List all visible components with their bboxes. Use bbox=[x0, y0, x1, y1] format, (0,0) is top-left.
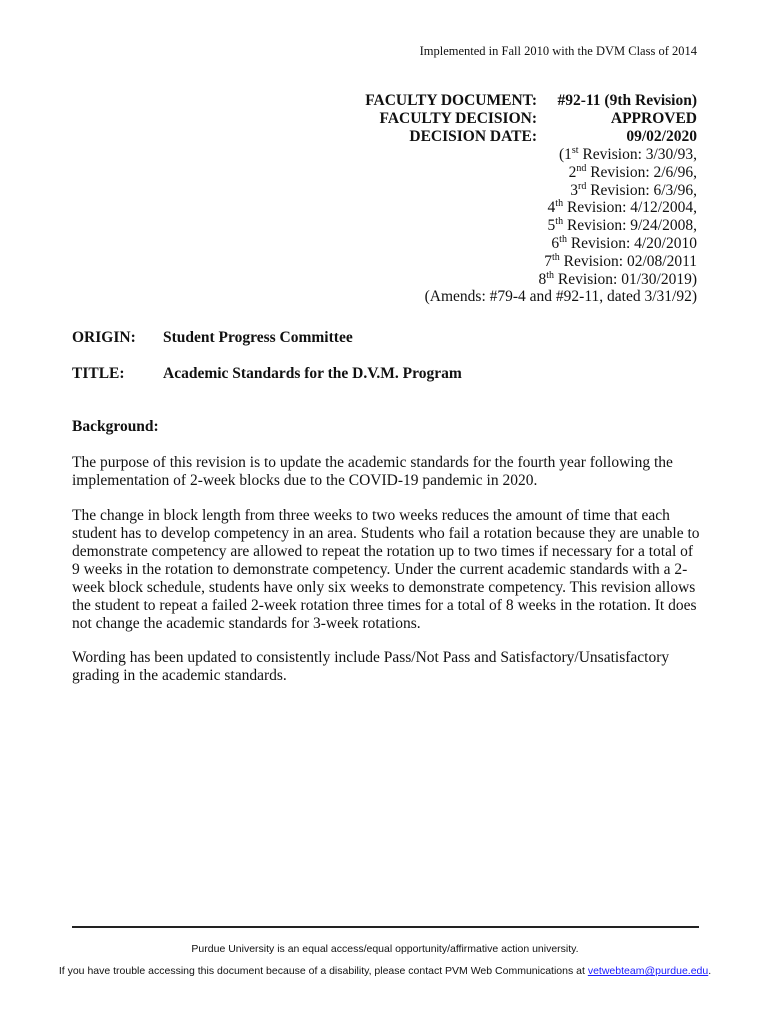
decision-date-label: DECISION DATE: bbox=[409, 128, 537, 145]
origin-label: ORIGIN: bbox=[72, 329, 136, 346]
background-paragraph-1: The purpose of this revision is to update the academic standards for the fourth year following the implementation of 2-week blocks due to the COVID-19 pandemic in 2020. bbox=[72, 454, 673, 489]
revision-line: 8th Revision: 01/30/2019) bbox=[538, 269, 697, 288]
faculty-document-value: #92-11 (9th Revision) bbox=[557, 92, 697, 109]
equal-access-statement: Purdue University is an equal access/equal opportunity/affirmative action university. bbox=[191, 943, 579, 955]
revision-line: (1st Revision: 3/30/93, bbox=[558, 144, 697, 163]
revision-line: 4th Revision: 4/12/2004, bbox=[547, 198, 697, 217]
accessibility-text: If you have trouble accessing this document because of a disability, please contact PVM Web Communications at bbox=[58, 965, 588, 977]
title-label: TITLE: bbox=[72, 365, 125, 382]
decision-date-value: 09/02/2020 bbox=[626, 128, 697, 145]
document-metadata bbox=[297, 92, 697, 306]
revision-line: 3rd Revision: 6/3/96, bbox=[570, 180, 697, 199]
revision-history bbox=[297, 146, 697, 306]
background-heading: Background: bbox=[72, 418, 159, 435]
faculty-document-label: FACULTY DOCUMENT: bbox=[365, 92, 537, 109]
faculty-decision-value: APPROVED bbox=[610, 110, 697, 127]
background-paragraph-2: The change in block length from three weeks to two weeks reduces the amount of time that each student has to develop competency in an area. Students who fail a rotation because they are unable to demonstrate competency are allowed to repeat the rotation up to two times if necessary for a total of 9 weeks in the rotation to demonstrate competency. Under the current academic standards with a 2-week block schedule, students have only six weeks to demonstrate competency. This revision allows the student to repeat a failed 2-week rotation three times for a total of 8 weeks in the rotation. It does not change the academic standards for 3-week rotations. bbox=[72, 507, 700, 632]
revision-line: 2nd Revision: 2/6/96, bbox=[568, 162, 697, 181]
origin-value: Student Progress Committee bbox=[163, 329, 353, 346]
origin-field bbox=[72, 329, 353, 347]
revision-line: 7th Revision: 02/08/2011 bbox=[544, 251, 697, 270]
title-field bbox=[72, 365, 462, 383]
contact-email-link[interactable]: vetwebteam@purdue.edu bbox=[587, 965, 709, 977]
amends-line: (Amends: #79-4 and #92-11, dated 3/31/92) bbox=[424, 288, 697, 306]
faculty-decision-row bbox=[297, 110, 697, 128]
faculty-decision-label: FACULTY DECISION: bbox=[379, 110, 537, 127]
background-paragraph-3: Wording has been updated to consistently include Pass/Not Pass and Satisfactory/Unsatisfactory grading in the academic standards. bbox=[72, 649, 670, 684]
implementation-note: Implemented in Fall 2010 with the DVM Class of 2014 bbox=[419, 44, 697, 58]
title-value: Academic Standards for the D.V.M. Program bbox=[163, 365, 462, 382]
faculty-document-row bbox=[297, 92, 697, 110]
footer-divider bbox=[72, 926, 699, 928]
revision-line: 6th Revision: 4/20/2010 bbox=[551, 233, 697, 252]
revision-line: 5th Revision: 9/24/2008, bbox=[547, 216, 697, 235]
decision-date-row bbox=[297, 128, 697, 146]
accessibility-contact: If you have trouble accessing this document because of a disability, please contact PVM Web Communications at vetwebteam@purdue.edu. bbox=[58, 965, 712, 977]
